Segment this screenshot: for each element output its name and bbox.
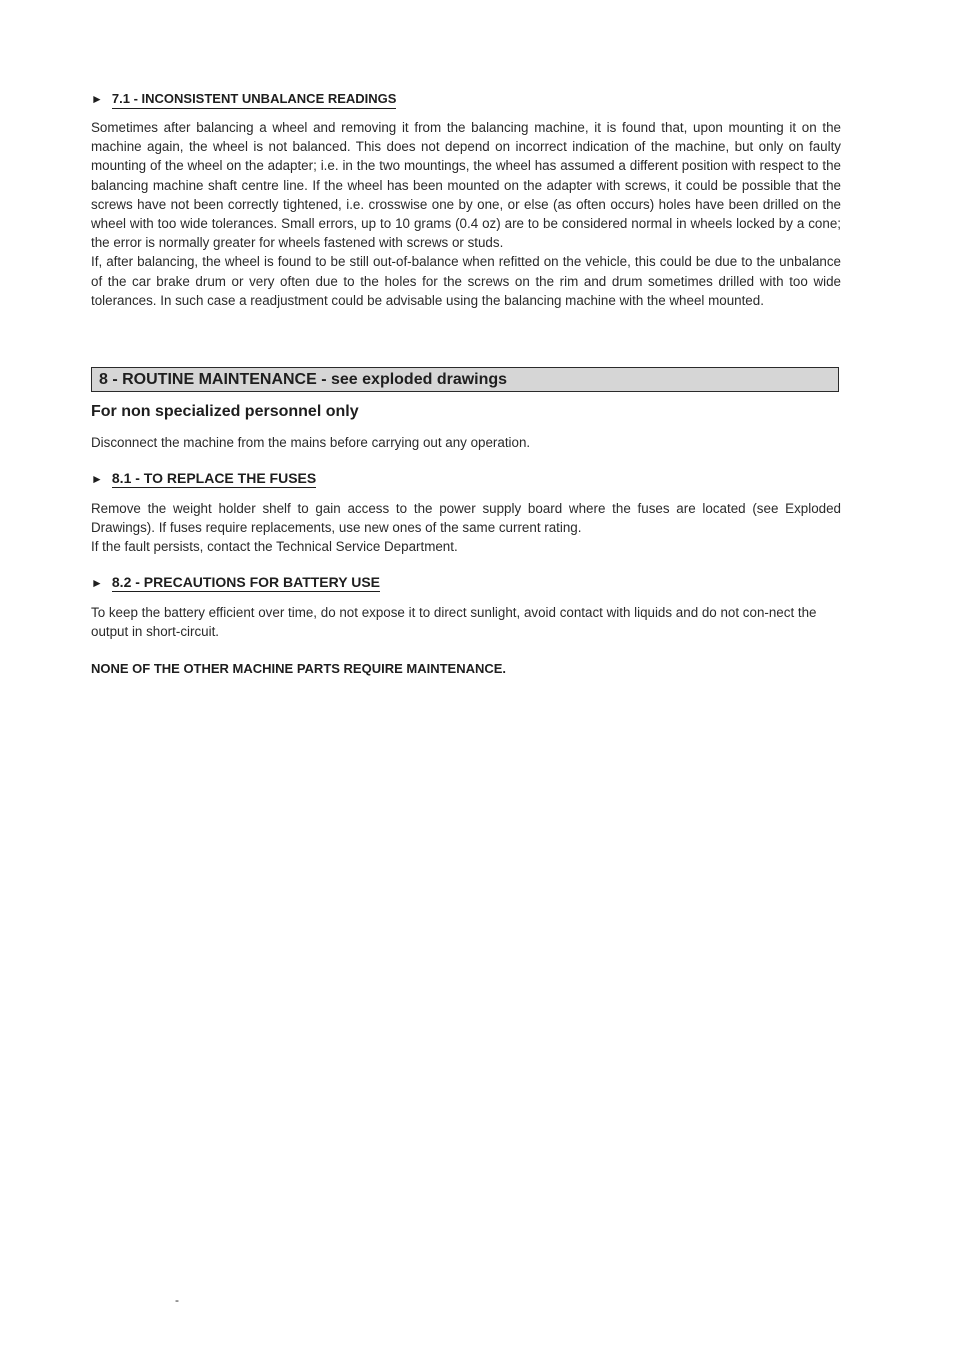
maintenance-notice: NONE OF THE OTHER MACHINE PARTS REQUIRE MAINTENANCE. bbox=[91, 661, 507, 676]
arrow-icon: ► bbox=[91, 472, 103, 486]
arrow-icon: ► bbox=[91, 576, 103, 590]
heading-8-1-label: 8.1 - TO REPLACE THE FUSES bbox=[111, 470, 317, 486]
section-8-intro: Disconnect the machine from the mains before carrying out any operation. bbox=[91, 435, 531, 450]
paragraph-7-1 bbox=[91, 118, 841, 310]
paragraph-8-2 bbox=[91, 603, 826, 641]
paragraph-8-1-part1: Remove the weight holder shelf to gain access to the power supply board where the fuses are located (see Exploded Drawings). If fuses require replacements, use new ones of the same current rating. bbox=[91, 501, 841, 536]
section-8-subtitle: For non specialized personnel only bbox=[91, 403, 359, 420]
footer-mark: - bbox=[175, 1293, 179, 1307]
arrow-icon: ► bbox=[91, 92, 103, 106]
heading-8-1 bbox=[91, 470, 316, 488]
paragraph-8-1 bbox=[91, 499, 841, 557]
heading-8-2 bbox=[91, 574, 380, 592]
heading-7-1 bbox=[91, 91, 396, 109]
heading-8-2-label: 8.2 - PRECAUTIONS FOR BATTERY USE bbox=[111, 574, 380, 590]
section-8-title-bar: 8 - ROUTINE MAINTENANCE - see exploded drawings bbox=[91, 367, 839, 392]
paragraph-8-2-part1: To keep the battery efficient over time, do not expose it to direct sunlight, avoid contact with liquids and do not con-nect the output in short-circuit. bbox=[91, 605, 817, 640]
paragraph-7-1-part1: Sometimes after balancing a wheel and removing it from the balancing machine, it is found that, upon mounting it on the machine again, the wheel is not balanced. This does not depend on incorrect indication of the machine, but only on faulty mounting of the wheel on the adapter; i.e. in the two mountings, the wheel has assumed a different position with respect to the balancing machine shaft centre line. If the wheel has been mounted on the adapter with screws, it could be possible that the screws have not been correctly tightened, i.e. crosswise one by one, or else (as often occurs) holes have been drilled on the wheel with too wide tolerances. Small errors, up to 10 grams (0.4 oz) are to be considered normal in wheels locked by a cone; the error is normally greater for wheels fastened with screws or studs. bbox=[91, 120, 841, 251]
paragraph-7-1-part2: If, after balancing, the wheel is found to be still out-of-balance when refitted on the vehicle, this could be due to the unbalance of the car brake drum or very often due to the holes for the screws on the rim and drum sometimes drilled with too wide tolerances. In such case a readjustment could be advisable using the balancing machine with the wheel mounted. bbox=[91, 254, 841, 308]
heading-7-1-label: 7.1 - INCONSISTENT UNBALANCE READINGS bbox=[112, 91, 397, 109]
paragraph-8-1-part2: If the fault persists, contact the Technical Service Department. bbox=[91, 539, 458, 555]
